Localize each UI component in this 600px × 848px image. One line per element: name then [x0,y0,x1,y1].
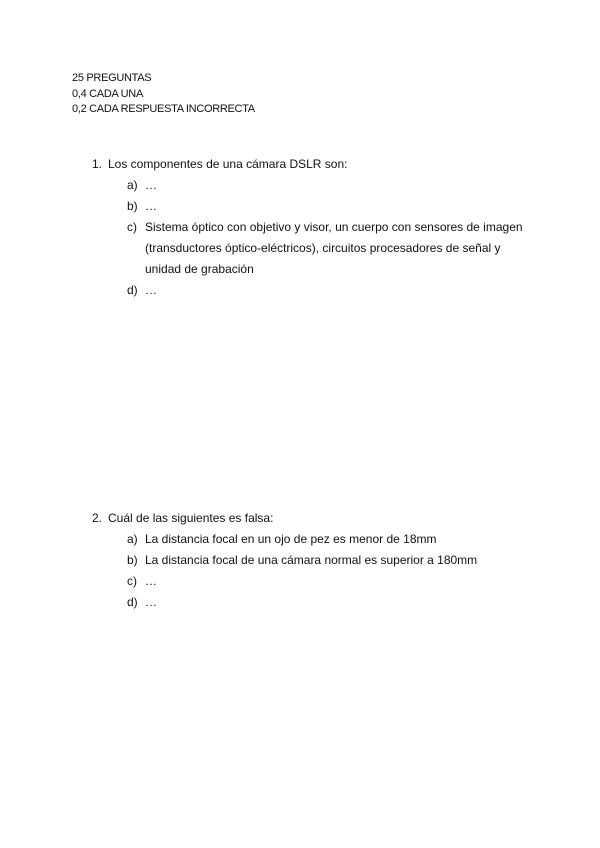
exam-header [72,71,255,118]
option-letter: b) [127,553,138,567]
option-text: … [145,199,157,213]
option-d [127,592,527,613]
question-label: Cuál de las siguientes es falsa: [108,511,274,525]
option-d [127,280,527,301]
option-text: … [145,595,157,609]
option-c [127,217,527,280]
option-text: Sistema óptico con objetivo y visor, un cuerpo con sensores de imagen (transductores óptico-eléctricos), circuitos procesadores de señal y unidad de grabación [145,220,523,276]
option-text: La distancia focal en un ojo de pez es menor de 18mm [145,532,437,546]
option-text: … [145,283,157,297]
header-line-points: 0,4 CADA UNA [72,87,143,100]
question-label: Los componentes de una cámara DSLR son: [108,157,348,171]
header-line-questions: 25 PREGUNTAS [72,72,152,84]
option-letter: a) [127,178,138,192]
question-number: 1. [92,157,103,171]
option-letter: d) [127,283,138,297]
option-a [127,175,527,196]
option-b [127,196,527,217]
option-letter: c) [127,574,137,588]
header-line-penalty: 0,2 CADA RESPUESTA INCORRECTA [72,103,255,115]
option-b [127,550,527,571]
option-text: … [145,574,157,588]
option-text: La distancia focal de una cámara normal es superior a 180mm [145,553,478,567]
option-c [127,571,527,592]
question-number: 2. [92,511,103,525]
question-text [92,511,273,525]
option-letter: a) [127,532,138,546]
option-letter: d) [127,595,138,609]
option-text: … [145,178,157,192]
option-a [127,529,527,550]
option-letter: b) [127,199,138,213]
option-letter: c) [127,220,137,234]
question-text [92,157,347,171]
